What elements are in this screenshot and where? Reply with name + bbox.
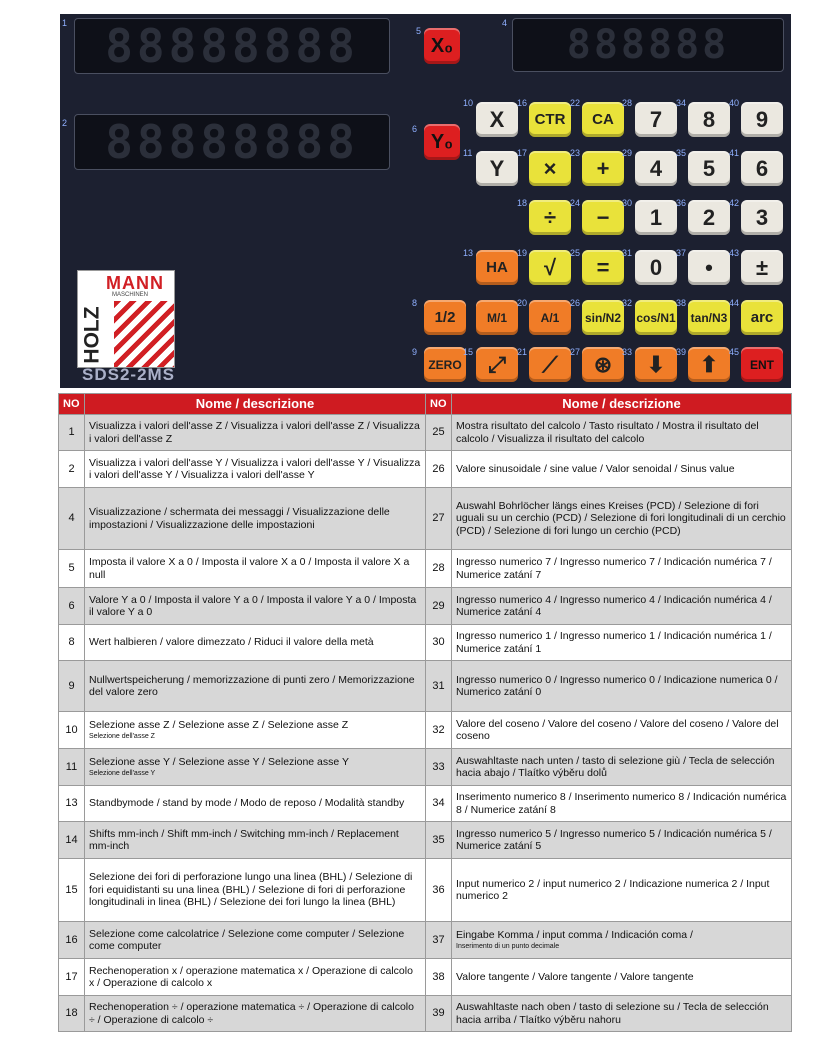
row-description-left-text: Selezione asse Y / Selezione asse Y / Selezione asse Y <box>89 756 349 769</box>
row-description-left-text: Wert halbieren / valore dimezzato / Riduci il valore della metà <box>89 636 374 649</box>
key-23-number: 23 <box>570 148 581 158</box>
arc-machining-button[interactable]: ⟋ <box>529 347 571 382</box>
row-number-left-text: 11 <box>65 760 78 773</box>
row-number-left-text: 5 <box>68 562 75 575</box>
row-number-right-text: 26 <box>432 462 445 475</box>
row-number-right-text: 25 <box>432 426 445 439</box>
header-name-right: Nome / descrizione <box>452 394 792 415</box>
key-18-number: 18 <box>517 198 528 208</box>
row-number-left <box>59 749 85 786</box>
key-25-number: 25 <box>570 248 581 258</box>
key-6-number: 6 <box>412 124 418 134</box>
row-description-right-text: Auswahl Bohrlöcher längs eines Kreises (PCD) / Selezione di fori uguali su un cerchio (PCD) / Selezione di fori longitudinali di un cerchio (PCD) / Selezione di fori lungo un cerchio (PCD) <box>456 499 786 537</box>
row-number-left-text: 15 <box>65 883 78 896</box>
row-number-left-text: 13 <box>65 797 78 810</box>
row-number-right <box>426 996 452 1032</box>
row-description-right <box>452 588 792 625</box>
digit-7-button[interactable]: 7 <box>635 102 677 137</box>
key-41-number: 41 <box>729 148 740 158</box>
logo-brand: MANN <box>106 273 164 293</box>
row-number-right-text: 28 <box>432 562 445 575</box>
row-number-right-text: 36 <box>432 883 445 896</box>
row-description-right-text: Ingresso numerico 0 / Ingresso numerico 0 / Indicazione numerica 0 / Numerico zatání 0 <box>456 673 778 698</box>
row-number-left-text: 14 <box>65 833 78 846</box>
key-22-number: 22 <box>570 98 581 108</box>
row-number-right-text: 39 <box>432 1007 445 1020</box>
key-42-number: 42 <box>729 198 740 208</box>
key-39-number: 39 <box>676 347 687 357</box>
digit-6-button[interactable]: 6 <box>741 151 783 186</box>
key-10-number: 10 <box>463 98 474 108</box>
logo-holz: HOLZ <box>80 306 104 364</box>
table-row <box>59 451 792 488</box>
row-description-left-text: Rechenoperation ÷ / operazione matematica ÷ / Operazione di calcolo ÷ / Operazione di calcolo ÷ <box>89 1001 414 1026</box>
row-number-left <box>59 451 85 488</box>
row-description-left <box>85 488 426 550</box>
table-row <box>59 959 792 996</box>
row-number-right-text: 30 <box>432 636 445 649</box>
row-number-right <box>426 786 452 822</box>
zero-store-button[interactable]: ZERO <box>424 347 466 382</box>
display-y-digits: 88888888 <box>105 115 359 169</box>
zero-x-button[interactable]: X₀ <box>424 28 460 64</box>
row-number-left-text: 6 <box>68 599 75 612</box>
row-number-right-text: 31 <box>432 679 445 692</box>
row-number-left-text: 8 <box>68 636 75 649</box>
row-description-left-text: Visualizza i valori dell'asse Y / Visualizza i valori dell'asse Y / Visualizza i valori dell'asse Y / Visualizza i valori dell'asse Y <box>89 456 421 481</box>
ctr-button[interactable]: CTR <box>529 102 571 137</box>
row-number-left-text: 9 <box>68 679 75 692</box>
row-number-right-text: 35 <box>432 833 445 846</box>
row-number-left <box>59 996 85 1032</box>
display-y-axis <box>74 114 390 170</box>
key-38-number: 38 <box>676 298 687 308</box>
table-row <box>59 996 792 1032</box>
row-description-right <box>452 661 792 712</box>
pcd-button[interactable]: ⊛ <box>582 347 624 382</box>
row-number-right <box>426 959 452 996</box>
table-row <box>59 712 792 749</box>
key-13-number: 13 <box>463 248 474 258</box>
digit-0-button[interactable]: 0 <box>635 250 677 285</box>
row-subnote-left: Selezione dell'asse Y <box>89 769 156 777</box>
ca-button[interactable]: CA <box>582 102 624 137</box>
row-description-right-text: Valore sinusoidale / sine value / Valor senoidal / Sinus value <box>456 462 735 475</box>
header-no-left: NO <box>59 394 85 415</box>
digit-9-button[interactable]: 9 <box>741 102 783 137</box>
row-description-left-text: Shifts mm-inch / Shift mm-inch / Switching mm-inch / Replacement mm-inch <box>89 827 399 852</box>
key-21-number: 21 <box>517 347 528 357</box>
digit-8-button[interactable]: 8 <box>688 102 730 137</box>
row-number-left-text: 18 <box>65 1007 78 1020</box>
digit-5-button[interactable]: 5 <box>688 151 730 186</box>
row-description-right <box>452 415 792 451</box>
a1-button[interactable]: A/1 <box>529 300 571 335</box>
row-description-right <box>452 625 792 661</box>
row-subnote-right: Inserimento di un punto decimale <box>456 942 560 950</box>
control-panel <box>60 14 791 388</box>
zero-y-button[interactable]: Y₀ <box>424 124 460 160</box>
row-number-right <box>426 712 452 749</box>
row-description-right <box>452 550 792 588</box>
display-z-digits: 88888888 <box>105 19 359 73</box>
row-description-right <box>452 786 792 822</box>
row-description-right-text: Ingresso numerico 4 / Ingresso numerico 4 / Indicación numérica 4 / Numerice zatání 4 <box>456 593 772 618</box>
select-y-axis-button[interactable]: Y <box>476 151 518 186</box>
row-description-left <box>85 859 426 922</box>
row-number-right <box>426 588 452 625</box>
row-description-right-text: Valore tangente / Valore tangente / Valore tangente <box>456 970 694 983</box>
m1-button[interactable]: M/1 <box>476 300 518 335</box>
row-number-left <box>59 550 85 588</box>
row-number-left <box>59 859 85 922</box>
table-row <box>59 488 792 550</box>
table-row <box>59 859 792 922</box>
row-number-left <box>59 488 85 550</box>
row-description-left <box>85 625 426 661</box>
row-description-left <box>85 451 426 488</box>
row-number-left <box>59 661 85 712</box>
row-subnote-left: Selezione dell'asse Z <box>89 732 155 740</box>
display-z-axis <box>74 18 390 74</box>
table-row <box>59 415 792 451</box>
row-description-right-text: Eingabe Komma / input comma / Indicación coma / <box>456 929 693 942</box>
key-32-number: 32 <box>622 298 633 308</box>
row-description-left <box>85 712 426 749</box>
equals-button[interactable]: = <box>582 250 624 285</box>
key-11-number: 11 <box>463 148 473 158</box>
row-description-left-text: Rechenoperation x / operazione matematica x / Operazione di calcolo x / Operazione di calcolo x <box>89 964 413 989</box>
row-number-right <box>426 451 452 488</box>
row-description-right <box>452 959 792 996</box>
row-description-left-text: Visualizzazione / schermata dei messaggi / Visualizzazione delle impostazioni / Visualizzazione delle impostazioni <box>89 506 390 531</box>
key-28-number: 28 <box>622 98 633 108</box>
table-row <box>59 822 792 859</box>
row-number-right-text: 27 <box>432 512 445 525</box>
key-40-number: 40 <box>729 98 740 108</box>
table-row <box>59 749 792 786</box>
row-description-right <box>452 859 792 922</box>
key-17-number: 17 <box>517 148 528 158</box>
row-description-left-text: Standbymode / stand by mode / Modo de reposo / Modalità standby <box>89 797 405 810</box>
row-description-left-text: Selezione asse Z / Selezione asse Z / Selezione asse Z <box>89 719 349 732</box>
row-description-left <box>85 550 426 588</box>
key-26-number: 26 <box>570 298 581 308</box>
key-37-number: 37 <box>676 248 687 258</box>
row-description-left <box>85 588 426 625</box>
row-number-left-text: 1 <box>68 426 75 439</box>
message-display <box>512 18 784 72</box>
down-arrow-button[interactable]: ⬇ <box>635 347 677 382</box>
row-number-right-text: 37 <box>432 933 445 946</box>
row-number-right <box>426 749 452 786</box>
table-row <box>59 922 792 959</box>
row-number-right-text: 32 <box>432 723 445 736</box>
row-description-left <box>85 749 426 786</box>
row-description-right-text: Valore del coseno / Valore del coseno / Valore del coseno / Valore del coseno <box>456 717 779 742</box>
row-description-right <box>452 712 792 749</box>
row-description-right <box>452 922 792 959</box>
row-description-right-text: Ingresso numerico 1 / Ingresso numerico 1 / Indicación numérica 1 / Numerice zatání 1 <box>456 630 772 655</box>
row-number-right <box>426 822 452 859</box>
digit-4-button[interactable]: 4 <box>635 151 677 186</box>
logo-sub: MASCHINEN <box>112 292 149 298</box>
display-4-number: 4 <box>502 18 508 28</box>
divide-button[interactable]: ÷ <box>529 200 571 235</box>
row-description-left <box>85 996 426 1032</box>
row-number-right <box>426 488 452 550</box>
row-description-right-text: Input numerico 2 / input numerico 2 / Indicazione numerica 2 / Input numerico 2 <box>456 877 770 902</box>
table-row <box>59 625 792 661</box>
holz-mann-logo <box>77 270 175 368</box>
row-description-right <box>452 488 792 550</box>
digit-3-button[interactable]: 3 <box>741 200 783 235</box>
table-body <box>59 415 792 1032</box>
key-20-number: 20 <box>517 298 528 308</box>
key-44-number: 44 <box>729 298 740 308</box>
row-description-left <box>85 661 426 712</box>
row-number-left <box>59 588 85 625</box>
row-number-left-text: 16 <box>65 933 78 946</box>
row-description-right-text: Auswahltaste nach oben / tasto di selezione su / Tecla de selección hacia arriba / Tlaítko výběru nahoru <box>456 1001 769 1026</box>
key-33-number: 33 <box>622 347 633 357</box>
row-number-left <box>59 415 85 451</box>
table-row <box>59 588 792 625</box>
key-description-table <box>58 393 792 1032</box>
sqrt-button[interactable]: √ <box>529 250 571 285</box>
key-9-number: 9 <box>412 347 418 357</box>
key-27-number: 27 <box>570 347 581 357</box>
plus-minus-button[interactable]: ± <box>741 250 783 285</box>
row-description-right <box>452 451 792 488</box>
row-description-right <box>452 749 792 786</box>
row-description-left <box>85 959 426 996</box>
row-description-right-text: Mostra risultato del calcolo / Tasto risultato / Mostra il risultato del calcolo / Visualizza il risultato del calcolo <box>456 420 759 445</box>
key-16-number: 16 <box>517 98 528 108</box>
row-number-left <box>59 625 85 661</box>
table-header-row <box>59 394 792 415</box>
cos-button[interactable]: cos/N1 <box>635 300 677 335</box>
row-description-right-text: Inserimento numerico 8 / Inserimento numerico 8 / Indicación numérica 8 / Numerice zatání 8 <box>456 791 787 816</box>
row-description-left-text: Nullwertspeicherung / memorizzazione di punti zero / Memorizzazione del valore zero <box>89 673 415 698</box>
row-description-right-text: Ingresso numerico 5 / Ingresso numerico 5 / Indicación numérica 5 / Numerice zatání 5 <box>456 827 772 852</box>
row-number-right <box>426 415 452 451</box>
model-label: SDS2-2MS <box>82 365 176 384</box>
key-19-number: 19 <box>517 248 528 258</box>
multiply-button[interactable]: × <box>529 151 571 186</box>
minus-button[interactable]: − <box>582 200 624 235</box>
row-description-left-text: Selezione come calcolatrice / Selezione come computer / Selezione come computer <box>89 927 405 952</box>
table-row <box>59 786 792 822</box>
key-36-number: 36 <box>676 198 687 208</box>
tan-button[interactable]: tan/N3 <box>688 300 730 335</box>
key-30-number: 30 <box>622 198 633 208</box>
ha-button[interactable]: HA <box>476 250 518 285</box>
row-number-left <box>59 786 85 822</box>
row-description-right-text: Ingresso numerico 7 / Ingresso numerico 7 / Indicación numérica 7 / Numerice zatání 7 <box>456 556 772 581</box>
row-description-right <box>452 822 792 859</box>
row-number-right-text: 29 <box>432 599 445 612</box>
table-row <box>59 661 792 712</box>
table-row <box>59 550 792 588</box>
row-description-left-text: Selezione dei fori di perforazione lungo una linea (BHL) / Selezione di fori equidistanti su una linea (BHL) / Selezione di fori di perforazione longitudinali in linea (BHL) / Selezione dei fori lungo la linea (BHL) <box>89 871 413 909</box>
enter-button[interactable]: ENT <box>741 347 783 382</box>
key-24-number: 24 <box>570 198 581 208</box>
select-z-axis-button[interactable]: X <box>476 102 518 137</box>
row-number-left-text: 4 <box>68 512 75 525</box>
row-number-left <box>59 822 85 859</box>
display-1-number: 1 <box>62 18 68 28</box>
row-description-right-text: Auswahltaste nach unten / tasto di selezione giù / Tecla de selección hacia abajo / Tlaítko výběru dolů <box>456 754 775 779</box>
row-number-right <box>426 625 452 661</box>
row-number-right <box>426 859 452 922</box>
sin-button[interactable]: sin/N2 <box>582 300 624 335</box>
row-number-left <box>59 959 85 996</box>
row-number-left <box>59 712 85 749</box>
key-15-number: 15 <box>463 347 474 357</box>
header-name-left: Nome / descrizione <box>85 394 426 415</box>
row-number-left-text: 2 <box>68 462 75 475</box>
header-no-right: NO <box>426 394 452 415</box>
key-45-number: 45 <box>729 347 740 357</box>
key-35-number: 35 <box>676 148 687 158</box>
row-description-left <box>85 822 426 859</box>
key-31-number: 31 <box>622 248 633 258</box>
message-digits: 888888 <box>566 22 730 68</box>
arc-button[interactable]: arc <box>741 300 783 335</box>
key-43-number: 43 <box>729 248 740 258</box>
row-number-right-text: 33 <box>432 760 445 773</box>
line-holes-button[interactable]: ⤢ <box>476 347 518 382</box>
row-number-left-text: 10 <box>65 723 78 736</box>
row-number-left <box>59 922 85 959</box>
key-8-number: 8 <box>412 298 418 308</box>
row-description-left <box>85 415 426 451</box>
row-number-right-text: 34 <box>432 797 445 810</box>
row-number-right-text: 38 <box>432 970 445 983</box>
row-number-right <box>426 661 452 712</box>
row-description-right <box>452 996 792 1032</box>
plus-button[interactable]: + <box>582 151 624 186</box>
display-2-number: 2 <box>62 118 68 128</box>
row-description-left <box>85 922 426 959</box>
key-29-number: 29 <box>622 148 633 158</box>
digit-2-button[interactable]: 2 <box>688 200 730 235</box>
row-number-right <box>426 550 452 588</box>
row-description-left-text: Visualizza i valori dell'asse Z / Visualizza i valori dell'asse Z / Visualizza i valori dell'asse Z <box>89 420 420 445</box>
up-arrow-button[interactable]: ⬆ <box>688 347 730 382</box>
row-number-right <box>426 922 452 959</box>
logo-stripes <box>114 301 175 368</box>
key-5-number: 5 <box>416 26 422 36</box>
decimal-point-button[interactable]: • <box>688 250 730 285</box>
digit-1-button[interactable]: 1 <box>635 200 677 235</box>
half-button[interactable]: 1/2 <box>424 300 466 335</box>
key-34-number: 34 <box>676 98 687 108</box>
row-number-left-text: 17 <box>65 970 78 983</box>
row-description-left-text: Imposta il valore X a 0 / Imposta il valore X a 0 / Imposta il valore X a null <box>89 556 410 581</box>
row-description-left <box>85 786 426 822</box>
row-description-left-text: Valore Y a 0 / Imposta il valore Y a 0 / Imposta il valore Y a 0 / Imposta il valore Y a 0 <box>89 593 417 618</box>
